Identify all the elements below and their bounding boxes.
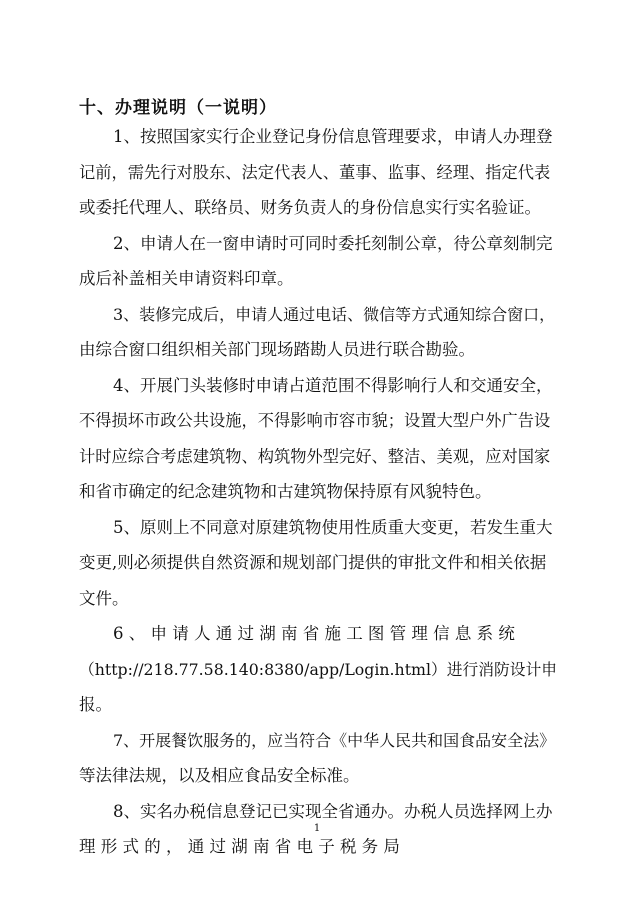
paragraph-6-line-1: 6 、 申 请 人 通 过 湖 南 省 施 工 图 管 理 信 息 系 统 [113,624,515,643]
paragraph-4-line-4: 和省市确定的纪念建筑物和古建筑物保持原有风貌特色。 [79,482,492,501]
paragraph-6-line-2: （http://218.77.58.140:8380/app/Login.html）进行消防设计申 [79,660,557,679]
paragraph-4-line-1: 4、开展门头装修时申请占道范围不得影响行人和交通安全， [113,376,553,395]
paragraph-3-line-2: 由综合窗口组织相关部门现场踏勘人员进行联合勘验。 [79,340,475,359]
paragraph-1-line-3: 或委托代理人、联络员、财务负责人的身份信息实行实名验证。 [79,198,541,217]
paragraph-5-line-2: 变更,则必须提供自然资源和规划部门提供的审批文件和相关依据 [79,553,547,572]
paragraph-2-line-1: 2、申请人在一窗申请时可同时委托刻制公章，待公章刻制完 [113,234,553,253]
paragraph-8-line-1: 8、实名办税信息登记已实现全省通办。办税人员选择网上办 [113,802,553,821]
paragraph-5-line-3: 文件。 [79,589,129,608]
paragraph-6-line-3: 报。 [79,695,112,714]
paragraph-1-line-1: 1、按照国家实行企业登记身份信息管理要求，申请人办理登 [113,127,553,146]
paragraph-3-line-1: 3、装修完成后，申请人通过电话、微信等方式通知综合窗口， [113,305,556,324]
paragraph-4-line-3: 计时应综合考虑建筑物、构筑物外型完好、整洁、美观，应对国家 [79,447,551,466]
paragraph-7-line-1: 7、开展餐饮服务的，应当符合《中华人民共和国食品安全法》 [113,731,556,750]
paragraph-8-line-2: 理 形 式 的 ， 通 过 湖 南 省 电 子 税 务 局 [79,837,400,856]
paragraph-1-line-2: 记前，需先行对股东、法定代表人、董事、监事、经理、指定代表 [79,163,551,182]
paragraph-4-line-2: 不得损坏市政公共设施，不得影响市容市貌；设置大型户外广告设 [79,411,551,430]
paragraph-2-line-2: 成后补盖相关申请资料印章。 [79,269,294,288]
paragraph-7-line-2: 等法律法规，以及相应食品安全标准。 [79,766,360,785]
paragraph-5-line-1: 5、原则上不同意对原建筑物使用性质重大变更，若发生重大 [113,518,553,537]
page-number: 1 [313,823,321,834]
section-heading: 十、办理说明（一说明） [79,98,277,118]
